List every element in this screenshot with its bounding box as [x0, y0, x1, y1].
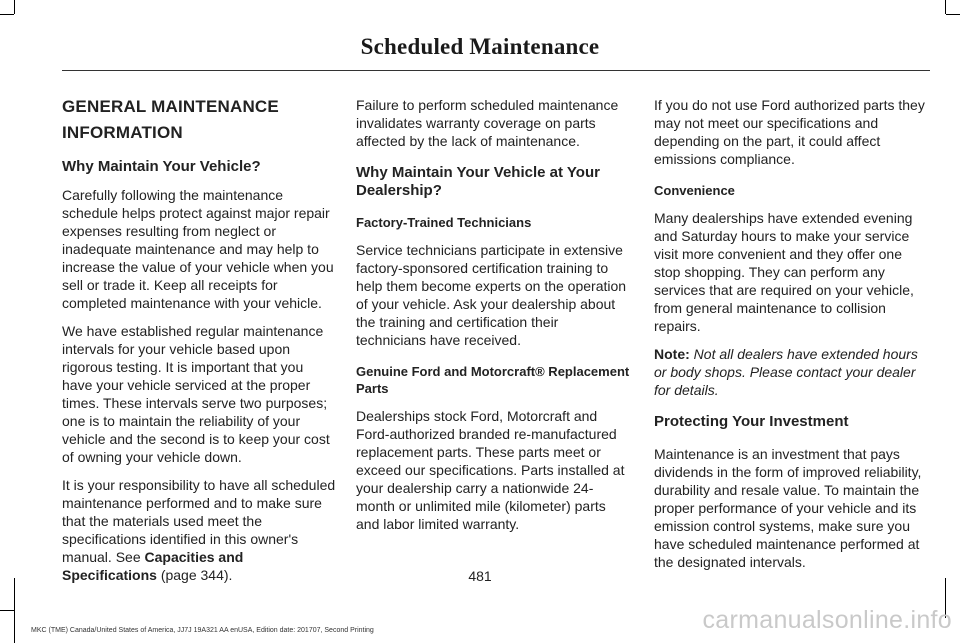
column-3	[654, 96, 929, 581]
subheading-technicians: Factory-Trained Technicians	[356, 215, 532, 230]
subheading-dealership: Why Maintain Your Vehicle at Your Dealership?	[356, 164, 600, 199]
crop-mark	[14, 578, 15, 643]
paragraph: If you do not use Ford authorized parts they may not meet our specifications and depending on the part, it could affect emissions compliance.	[654, 97, 925, 167]
section-heading-line1: GENERAL MAINTENANCE	[62, 97, 279, 116]
footer-edition-info: MKC (TME) Canada/United States of America, JJ7J 19A321 AA enUSA, Edition date: 201707, Second Printing	[31, 627, 374, 634]
section-heading-line2: INFORMATION	[62, 123, 183, 142]
column-2	[356, 96, 631, 543]
crop-mark	[0, 14, 14, 15]
subheading-convenience: Convenience	[654, 183, 735, 198]
paragraph-text: It is your responsibility to have all scheduled maintenance performed and to make sure that the materials used meet the specifications identified in this owner's manual. See	[62, 477, 336, 565]
capacities-link[interactable]: Capacities and Specifications	[62, 549, 244, 583]
crop-mark	[14, 0, 15, 14]
paragraph: Many dealerships have extended evening and Saturday hours to make your service visit more convenient and they offer one stop shopping. They can perform any services that are required on your vehicle, from general maintenance to collision repairs.	[654, 210, 914, 334]
page-title: Scheduled Maintenance	[360, 34, 600, 59]
subheading-replacement-parts: Genuine Ford and Motorcraft® Replacement Parts	[356, 364, 630, 396]
crop-mark	[945, 0, 946, 14]
subheading-why-maintain: Why Maintain Your Vehicle?	[62, 158, 261, 175]
page-reference: (page 344).	[160, 567, 233, 583]
paragraph: Maintenance is an investment that pays dividends in the form of improved reliability, durability and resale value. To maintain the proper performance of your vehicle and its emission control systems, make sure you have scheduled maintenance performed at the designated intervals.	[654, 446, 922, 570]
paragraph: Carefully following the maintenance schedule helps protect against major repair expenses resulting from neglect or inadequate maintenance and may help to increase the value of your vehicle when you sell or trade it. Keep all receipts for completed maintenance with your vehicle.	[62, 187, 334, 311]
note-text: Not all dealers have extended hours or body shops. Please contact your dealer for details.	[654, 346, 918, 398]
paragraph: Dealerships stock Ford, Motorcraft and Ford-authorized branded re-manufactured replacement parts. These parts meet or exceed our specifications. Parts installed at your dealership carry a nationwide 24-month or unlimited mile (kilometer) parts and labor limited warranty.	[356, 408, 625, 532]
paragraph: We have established regular maintenance intervals for your vehicle based upon rigorous testing. It is important that you have your vehicle serviced at the proper times. These intervals serve two purposes; one is to maintain the reliability of your vehicle and the second is to keep your cost of owning your vehicle down.	[62, 323, 330, 465]
paragraph: Failure to perform scheduled maintenance invalidates warranty coverage on parts affected by the lack of maintenance.	[356, 97, 619, 149]
watermark: carmanualsonline.info	[702, 606, 952, 634]
page-number: 481	[468, 568, 492, 584]
note	[654, 345, 929, 399]
crop-mark	[0, 610, 14, 611]
subheading-investment: Protecting Your Investment	[654, 413, 849, 430]
column-1	[62, 96, 337, 594]
header-divider	[62, 70, 930, 71]
note-label: Note:	[654, 346, 690, 362]
paragraph: Service technicians participate in extensive factory-sponsored certification training to help them become experts on the operation of your vehicle. Ask your dealership about the training and certification their technicians have received.	[356, 242, 627, 348]
crop-mark	[946, 14, 960, 15]
